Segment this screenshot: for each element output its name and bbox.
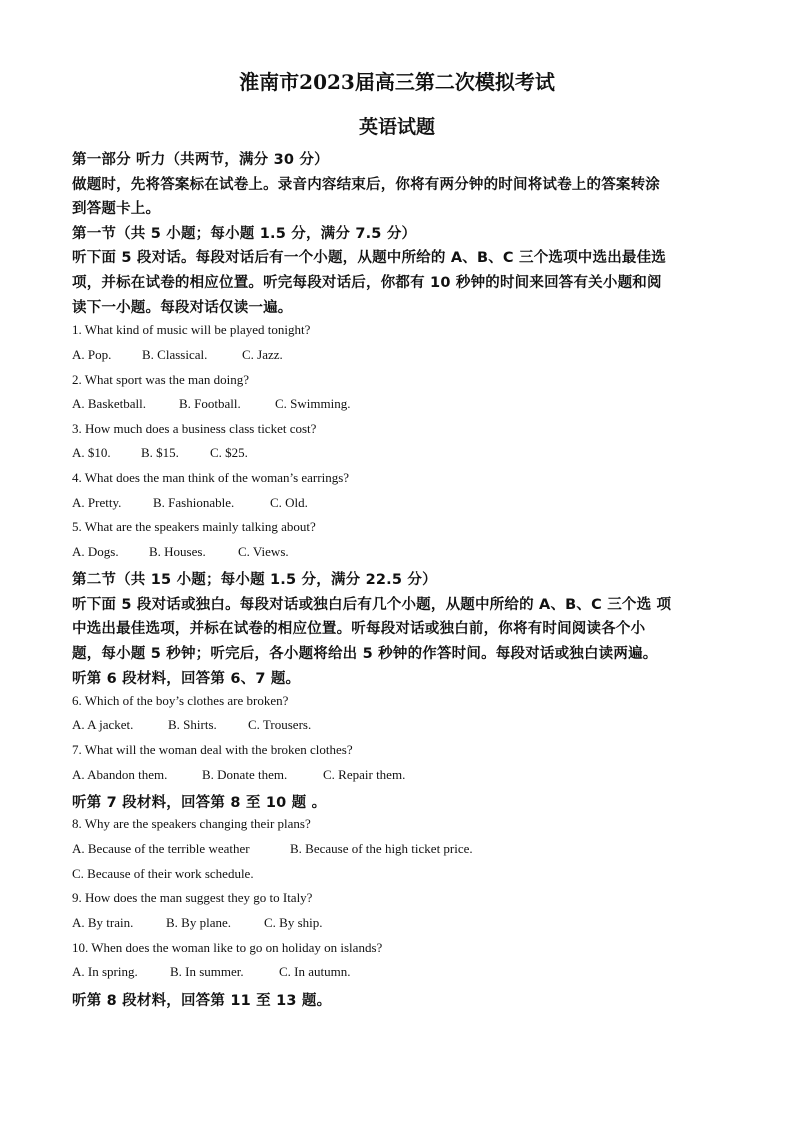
option-c: C. By ship.: [264, 915, 323, 930]
intro-line: 做题时，先将答案标在试卷上。录音内容结束后，你将有两分钟的时间将试卷上的答案转涂: [72, 177, 660, 193]
intro-line: 到答题卡上。: [72, 201, 161, 217]
question-stem: 9. How does the man suggest they go to Italy?: [72, 890, 313, 905]
option-a: A. Dogs.: [72, 544, 119, 559]
question-stem: 5. What are the speakers mainly talking about?: [72, 519, 316, 534]
option-a: A. $10.: [72, 445, 111, 460]
section1-instruction-line: 听下面 5 段对话。每段对话后有一个小题，从题中所给的 A、B、C 三个选项中选出最佳选: [72, 250, 666, 266]
question-stem: 3. How much does a business class ticket cost?: [72, 421, 317, 436]
option-b: B. Football.: [179, 396, 241, 411]
section1-heading: 第一节（共 5 小题；每小题 1.5 分，满分 7.5 分）: [72, 226, 417, 242]
exam-subtitle: 英语试题: [358, 116, 435, 138]
option-b: B. Donate them.: [202, 767, 288, 782]
option-c: C. Repair them.: [323, 767, 406, 782]
option-c: C. In autumn.: [279, 964, 351, 979]
exam-title: 淮南市2023届高三第二次模拟考试: [239, 70, 555, 94]
section1-instruction-line: 项，并标在试卷的相应位置。听完每段对话后，你都有 10 秒钟的时间来回答有关小题和阅: [72, 275, 662, 291]
question-options: [72, 717, 311, 733]
option-c: C. Old.: [270, 495, 308, 510]
option-a: A. By train.: [72, 915, 134, 930]
part1-heading: 第一部分 听力（共两节，满分 30 分）: [72, 152, 329, 168]
option-a: A. Basketball.: [72, 396, 147, 411]
option-c: C. Trousers.: [248, 717, 312, 732]
question-options: [72, 347, 283, 363]
question-stem: 1. What kind of music will be played tonight?: [72, 322, 311, 337]
question-options: [72, 767, 405, 783]
option-c: C. Jazz.: [242, 347, 283, 362]
option-a: A. In spring.: [72, 964, 138, 979]
question-options: [72, 915, 323, 931]
option-b: B. Classical.: [142, 347, 208, 362]
option-b: B. Fashionable.: [153, 495, 235, 510]
option-a: A. Abandon them.: [72, 767, 168, 782]
material-heading: 听第 6 段材料，回答第 6、7 题。: [72, 671, 301, 687]
section2-instruction-line: 听下面 5 段对话或独白。每段对话或独白后有几个小题，从题中所给的 A、B、C 三个选 项: [72, 597, 672, 613]
question-options: [72, 841, 473, 857]
question-stem: 10. When does the woman like to go on holiday on islands?: [72, 940, 383, 955]
option-a: A. Pretty.: [72, 495, 122, 510]
question-options: [72, 396, 351, 412]
section2-instruction-line: 题，每小题 5 秒钟；听完后，各小题将给出 5 秒钟的作答时间。每段对话或独白读两遍。: [72, 646, 658, 662]
section1-instruction-line: 读下一小题。每段对话仅读一遍。: [72, 300, 293, 316]
question-stem: 6. Which of the boy’s clothes are broken?: [72, 693, 289, 708]
section2-instruction-line: 中选出最佳选项，并标在试卷的相应位置。听每段对话或独白前，你将有时间阅读各个小: [72, 621, 646, 637]
section2-heading: 第二节（共 15 小题；每小题 1.5 分，满分 22.5 分）: [72, 572, 437, 588]
option-a: A. Because of the terrible weather: [72, 841, 250, 856]
option-c: C. Because of their work schedule.: [72, 866, 254, 881]
option-b: B. Because of the high ticket price.: [290, 841, 473, 856]
option-b: B. In summer.: [170, 964, 244, 979]
question-options: [72, 495, 308, 511]
option-b: B. Houses.: [149, 544, 206, 559]
material-heading: 听第 8 段材料，回答第 11 至 13 题。: [72, 993, 332, 1009]
question-options: [72, 964, 351, 980]
question-stem: 8. Why are the speakers changing their plans?: [72, 816, 311, 831]
option-c: C. $25.: [210, 445, 248, 460]
material-heading: 听第 7 段材料，回答第 8 至 10 题 。: [72, 795, 327, 811]
question-stem: 4. What does the man think of the woman’s earrings?: [72, 470, 350, 485]
option-a: A. A jacket.: [72, 717, 134, 732]
option-a: A. Pop.: [72, 347, 112, 362]
option-b: B. By plane.: [166, 915, 231, 930]
question-stem: 2. What sport was the man doing?: [72, 372, 250, 387]
option-b: B. $15.: [141, 445, 179, 460]
option-c: C. Views.: [238, 544, 289, 559]
option-b: B. Shirts.: [168, 717, 217, 732]
question-options: [72, 445, 248, 461]
question-stem: 7. What will the woman deal with the broken clothes?: [72, 742, 353, 757]
option-c: C. Swimming.: [275, 396, 351, 411]
question-options: [72, 544, 289, 560]
